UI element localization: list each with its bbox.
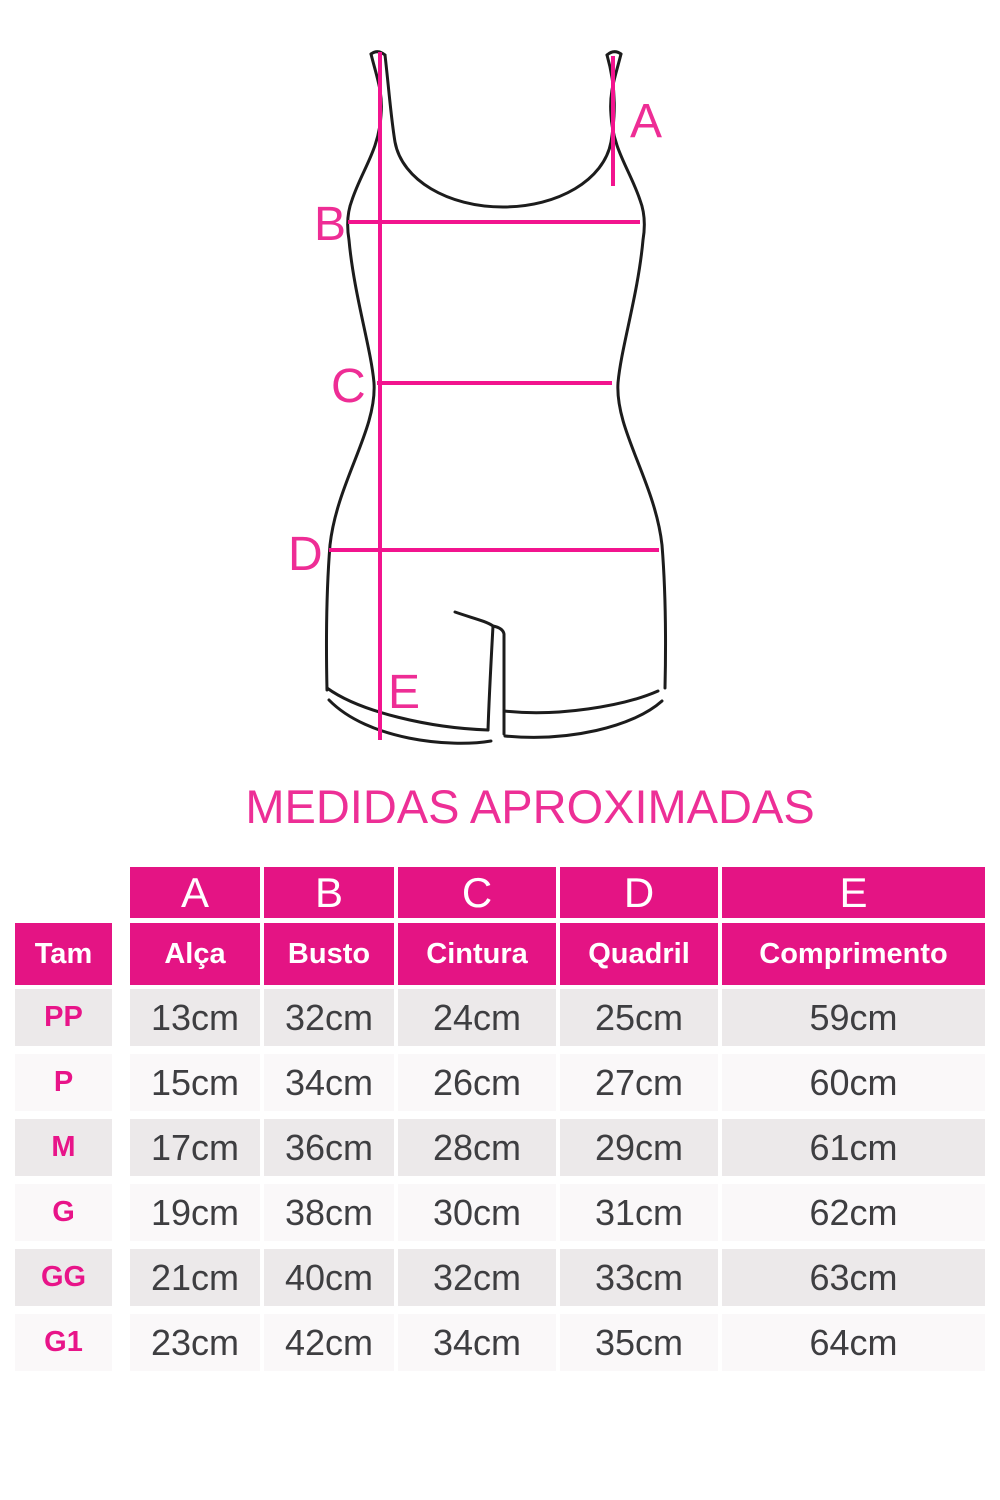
value-cell: 21cm — [130, 1249, 260, 1306]
value-cell: 62cm — [722, 1184, 985, 1241]
value-cell: 34cm — [264, 1054, 394, 1111]
value-cell: 13cm — [130, 989, 260, 1046]
garment-split-left — [455, 612, 493, 730]
value-cell: 59cm — [722, 989, 985, 1046]
garment-right-edge — [611, 54, 666, 688]
value-cell: 26cm — [398, 1054, 556, 1111]
column-header-alca: Alça — [130, 923, 260, 985]
size-cell: M — [15, 1119, 112, 1176]
value-cell: 32cm — [398, 1249, 556, 1306]
column-header-quadril: Quadril — [560, 923, 718, 985]
letter-header-e: E — [722, 867, 985, 918]
letter-header-b: B — [264, 867, 394, 918]
size-cell: G1 — [15, 1314, 112, 1371]
size-table — [15, 867, 985, 1379]
column-header-comprimento: Comprimento — [722, 923, 985, 985]
size-cell: GG — [15, 1249, 112, 1306]
garment-split-right — [493, 626, 504, 734]
column-header-row — [15, 923, 985, 985]
size-row-pp — [15, 989, 985, 1046]
value-cell: 31cm — [560, 1184, 718, 1241]
measurement-label-b: B — [314, 198, 347, 251]
value-cell: 64cm — [722, 1314, 985, 1371]
value-cell: 33cm — [560, 1249, 718, 1306]
measurement-lines — [329, 52, 659, 740]
value-cell: 36cm — [264, 1119, 394, 1176]
measurement-labels — [288, 95, 662, 719]
value-cell: 42cm — [264, 1314, 394, 1371]
letter-header-spacer — [15, 867, 112, 918]
size-chart-title: MEDIDAS APROXIMADAS — [245, 780, 815, 833]
value-cell: 17cm — [130, 1119, 260, 1176]
size-cell: PP — [15, 989, 112, 1046]
value-cell: 32cm — [264, 989, 394, 1046]
value-cell: 63cm — [722, 1249, 985, 1306]
size-row-m — [15, 1119, 985, 1176]
value-cell: 35cm — [560, 1314, 718, 1371]
column-header-busto: Busto — [264, 923, 394, 985]
garment-right-hem-upper — [504, 691, 658, 713]
value-cell: 40cm — [264, 1249, 394, 1306]
value-cell: 29cm — [560, 1119, 718, 1176]
garment-right-hem-lower — [505, 701, 662, 737]
measurement-label-d: D — [288, 528, 323, 581]
letter-header-d: D — [560, 867, 718, 918]
value-cell: 23cm — [130, 1314, 260, 1371]
garment-right-strap-top — [607, 52, 621, 55]
value-cell: 61cm — [722, 1119, 985, 1176]
size-row-p — [15, 1054, 985, 1111]
measurement-label-e: E — [388, 666, 421, 719]
value-cell: 34cm — [398, 1314, 556, 1371]
column-header-tam: Tam — [15, 923, 112, 985]
size-row-gg — [15, 1249, 985, 1306]
value-cell: 27cm — [560, 1054, 718, 1111]
measurement-label-a: A — [630, 95, 663, 148]
column-header-cintura: Cintura — [398, 923, 556, 985]
letter-header-c: C — [398, 867, 556, 918]
size-cell: G — [15, 1184, 112, 1241]
value-cell: 24cm — [398, 989, 556, 1046]
value-cell: 60cm — [722, 1054, 985, 1111]
size-row-g — [15, 1184, 985, 1241]
measurement-label-c: C — [331, 360, 366, 413]
size-cell: P — [15, 1054, 112, 1111]
letter-header-row — [15, 867, 985, 918]
value-cell: 30cm — [398, 1184, 556, 1241]
value-cell: 25cm — [560, 989, 718, 1046]
garment-neckline — [385, 55, 614, 207]
value-cell: 38cm — [264, 1184, 394, 1241]
value-cell: 15cm — [130, 1054, 260, 1111]
value-cell: 19cm — [130, 1184, 260, 1241]
letter-header-a: A — [130, 867, 260, 918]
size-row-g1 — [15, 1314, 985, 1371]
value-cell: 28cm — [398, 1119, 556, 1176]
